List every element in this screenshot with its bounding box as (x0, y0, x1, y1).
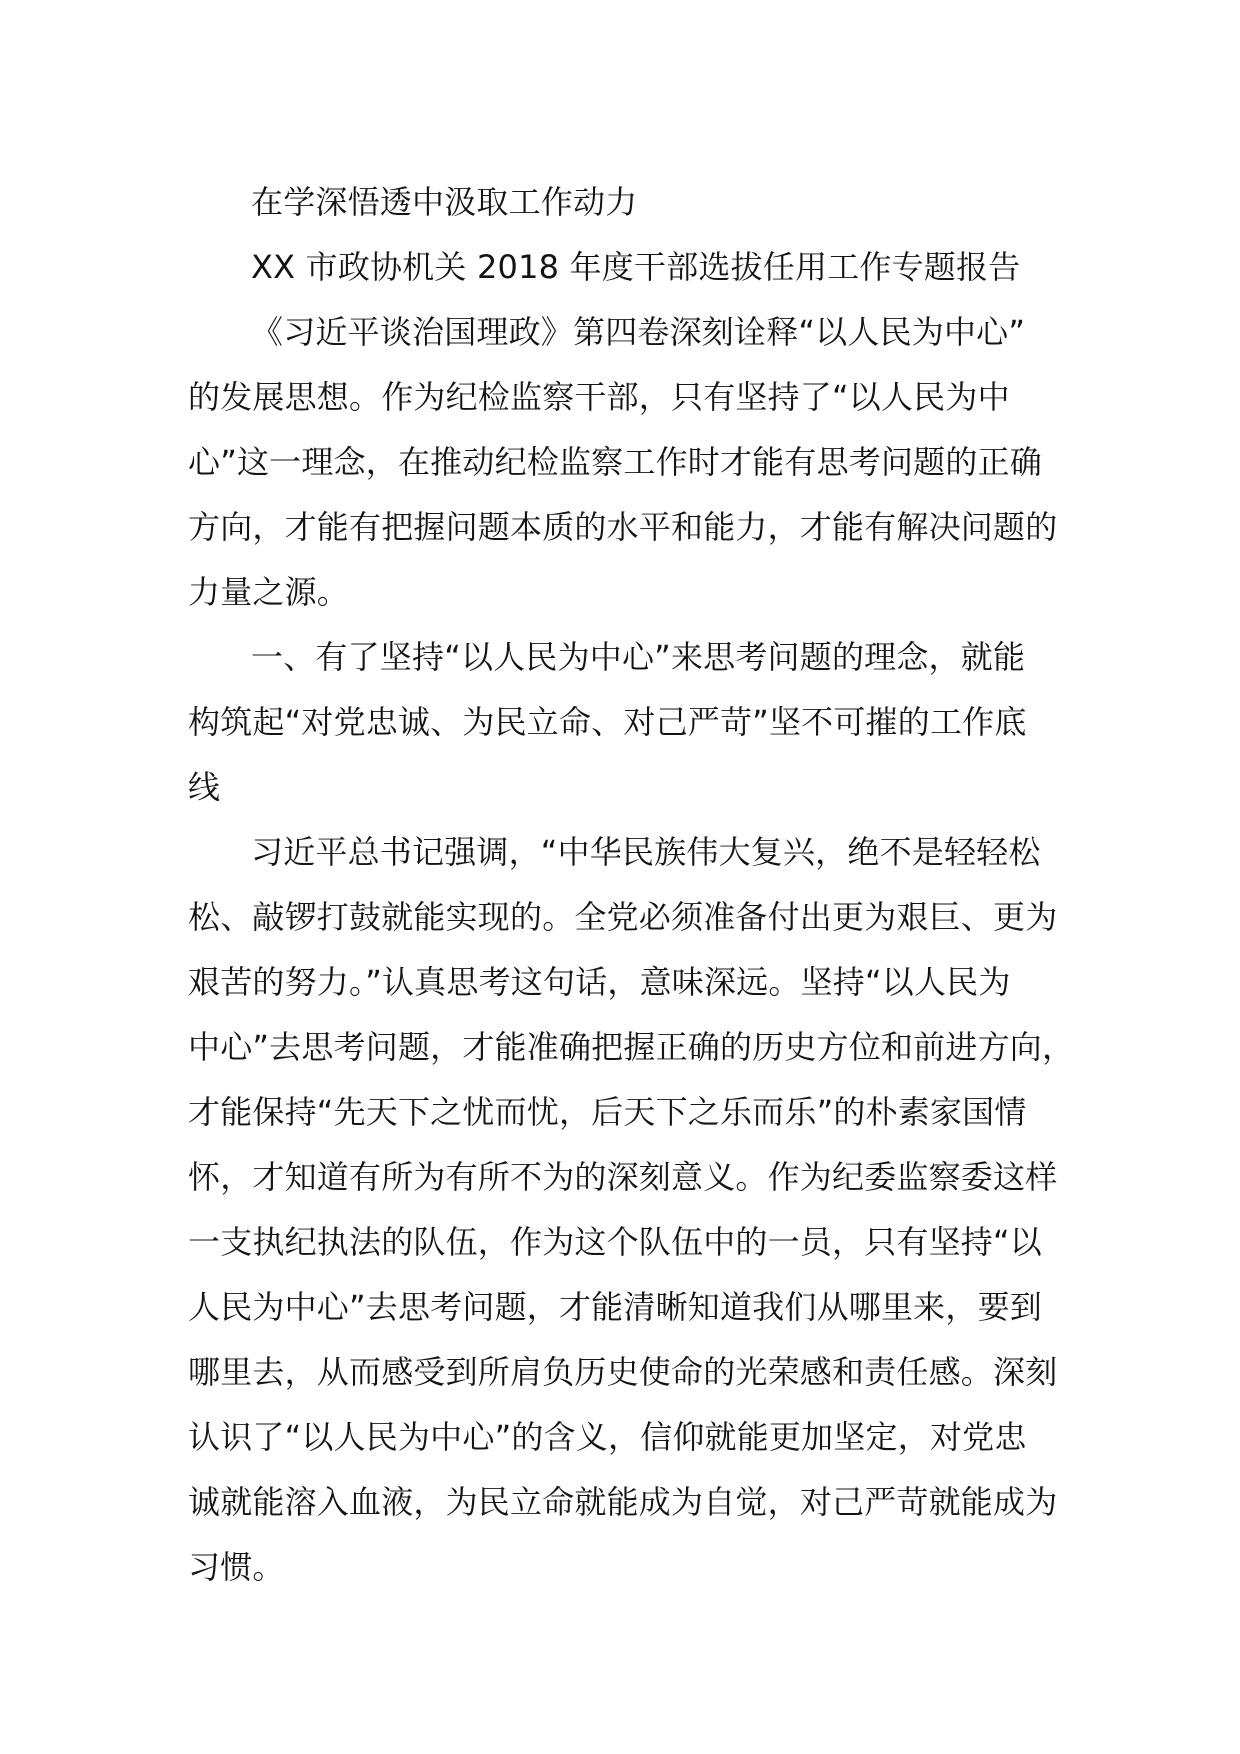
section-heading-line-3: 线 (188, 768, 221, 806)
paragraph-3-line-10: 认识了“以人民为中心”的含义，信仰就能更加坚定，对党忠 (188, 1418, 1027, 1456)
section-heading-line-1: 一、有了坚持“以人民为中心”来思考问题的理念，就能 (251, 638, 1026, 676)
paragraph-3-line-12: 习惯。 (188, 1548, 285, 1586)
paragraph-3-line-5: 才能保持“先天下之忧而忧，后天下之乐而乐”的朴素家国情 (188, 1093, 1027, 1131)
paragraph-3-line-1: 习近平总书记强调，“中华民族伟大复兴，绝不是轻轻松 (251, 833, 1041, 871)
document-body (188, 170, 1075, 1600)
paragraph-3-line-4: 中心”去思考问题，才能准确把握正确的历史方位和前进方向， (188, 1028, 1075, 1066)
paragraph-3-line-6: 怀，才知道有所为有所不为的深刻意义。作为纪委监察委这样 (188, 1158, 1058, 1196)
document-subtitle: XX 市政协机关 2018 年度干部选拔任用工作专题报告 (251, 248, 1021, 286)
document-title: 在学深悟透中汲取工作动力 (251, 183, 638, 221)
paragraph-1-line-3: 心”这一理念，在推动纪检监察工作时才能有思考问题的正确 (188, 443, 1042, 481)
paragraph-3-line-8: 人民为中心”去思考问题，才能清晰知道我们从哪里来，要到 (188, 1288, 1042, 1326)
paragraph-1-line-5: 力量之源。 (188, 573, 350, 611)
paragraph-1-line-2: 的发展思想。作为纪检监察干部，只有坚持了“以人民为中 (188, 378, 1010, 416)
paragraph-1-line-1: 《习近平谈治国理政》第四卷深刻诠释“以人民为中心” (251, 313, 1026, 351)
paragraph-3-line-3: 艰苦的努力。”认真思考这句话，意味深远。坚持“以人民为 (188, 963, 1011, 1001)
paragraph-3-line-11: 诚就能溶入血液，为民立命就能成为自觉，对己严苛就能成为 (188, 1483, 1058, 1521)
paragraph-1-line-4: 方向，才能有把握问题本质的水平和能力，才能有解决问题的 (188, 508, 1058, 546)
paragraph-3-line-2: 松、敲锣打鼓就能实现的。全党必须准备付出更为艰巨、更为 (188, 898, 1058, 936)
section-heading-line-2: 构筑起“对党忠诚、为民立命、对己严苛”坚不可摧的工作底 (188, 703, 1027, 741)
paragraph-3-line-7: 一支执纪执法的队伍，作为这个队伍中的一员，只有坚持“以 (188, 1223, 1042, 1261)
paragraph-3-line-9: 哪里去，从而感受到所肩负历史使命的光荣感和责任感。深刻 (188, 1353, 1058, 1391)
